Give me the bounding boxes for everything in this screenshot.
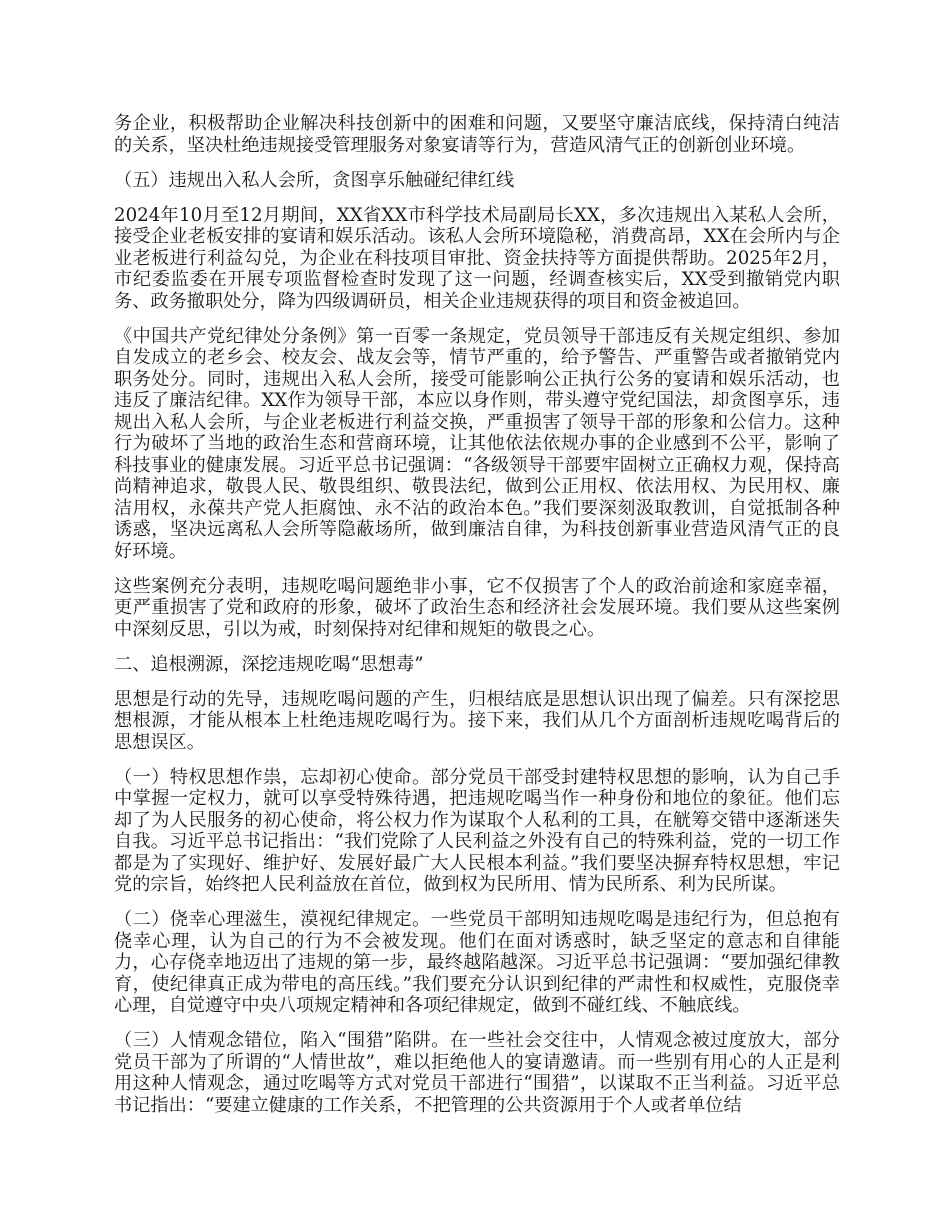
point-1-paragraph: （一）特权思想作祟，忘却初心使命。部分党员干部受封建特权思想的影响，认为自己手中掌握一定权力，就可以享受特殊待遇，把违规吃喝当作一种身份和地位的象征。他们忘却了为人民服务的初心使命，将公权力作为谋取个人私利的工具，在觥筹交错中逐渐迷失自我。习近平总书记指出：“我们党除了人民利益之外没有自己的特殊利益，党的一切工作都是为了实现好、维护好、发展好最广大人民根本利益。”我们要坚决摒弃特权思想，牢记党的宗旨，始终把人民利益放在首位，做到权为民所用、情为民所系、利为民所谋。 [114,766,840,895]
point-2-paragraph: （二）侥幸心理滋生，漠视纪律规定。一些党员干部明知违规吃喝是违纪行为，但总抱有侥幸心理，认为自己的行为不会被发现。他们在面对诱惑时，缺乏坚定的意志和自律能力，心存侥幸地迈出了违规的第一步，最终越陷越深。习近平总书记强调：“要加强纪律教育，使纪律真正成为带电的高压线。”我们要充分认识到纪律的严肃性和权威性，克服侥幸心理，自觉遵守中央八项规定精神和各项纪律规定，做到不碰红线、不触底线。 [114,909,840,1016]
intro-paragraph: 思想是行动的先导，违规吃喝问题的产生，归根结底是思想认识出现了偏差。只有深挖思想根源，才能从根本上杜绝违规吃喝行为。接下来，我们从几个方面剖析违规吃喝背后的思想误区。 [114,688,840,753]
paragraph-continuation: 务企业，积极帮助企业解决科技创新中的困难和问题，又要坚守廉洁底线，保持清白纯洁的关系，坚决杜绝违规接受管理服务对象宴请等行为，营造风清气正的创新创业环境。 [114,113,840,156]
point-3-paragraph: （三）人情观念错位，陷入“围猎”陷阱。在一些社会交往中，人情观念被过度放大，部分党员干部为了所谓的“人情世故”，难以拒绝他人的宴请邀请。而一些别有用心的人正是利用这种人情观念，通过吃喝等方式对党员干部进行“围猎”，以谋取不正当利益。习近平总书记指出：“要建立健康的工作关系，不把管理的公共资源用于个人或者单位结 [114,1030,840,1116]
regulation-paragraph: 《中国共产党纪律处分条例》第一百零一条规定，党员领导干部违反有关规定组织、参加自发成立的老乡会、校友会、战友会等，情节严重的，给予警告、严重警告或者撤销党内职务处分。同时，违规出入私人会所，接受可能影响公正执行公务的宴请和娱乐活动，也违反了廉洁纪律。XX作为领导干部，本应以身作则，带头遵守党纪国法，却贪图享乐，违规出入私人会所，与企业老板进行利益交换，严重损害了领导干部的形象和公信力。这种行为破坏了当地的政治生态和营商环境，让其他依法依规办事的企业感到不公平，影响了科技事业的健康发展。习近平总书记强调：“各级领导干部要牢固树立正确权力观，保持高尚精神追求，敬畏人民、敬畏组织、敬畏法纪，做到公正用权、依法用权、为民用权、廉洁用权，永葆共产党人拒腐蚀、永不沾的政治本色。”我们要深刻汲取教训，自觉抵制各种诱惑，坚决远离私人会所等隐蔽场所，做到廉洁自律，为科技创新事业营造风清气正的良好环境。 [114,325,840,562]
document-page [114,113,840,1130]
chapter-heading-2: 二、追根溯源，深挖违规吃喝“思想毒” [114,653,424,675]
case-paragraph: 2024年10月至12月期间，XX省XX市科学技术局副局长XX，多次违规出入某私人会所，接受企业老板安排的宴请和娱乐活动。该私人会所环境隐秘，消费高昂，XX在会所内与企业老板进行利益勾兑，为企业在科技项目审批、资金扶持等方面提供帮助。2025年2月，市纪委监委在开展专项监督检查时发现了这一问题，经调查核实后，XX受到撤销党内职务、政务撤职处分，降为四级调研员，相关企业违规获得的项目和资金被追回。 [114,204,840,312]
section-heading-5: （五）违规出入私人会所，贪图享乐触碰纪律红线 [114,169,515,191]
summary-paragraph: 这些案例充分表明，违规吃喝问题绝非小事，它不仅损害了个人的政治前途和家庭幸福，更严重损害了党和政府的形象，破坏了政治生态和经济社会发展环境。我们要从这些案例中深刻反思，引以为戒，时刻保持对纪律和规矩的敬畏之心。 [114,575,840,640]
